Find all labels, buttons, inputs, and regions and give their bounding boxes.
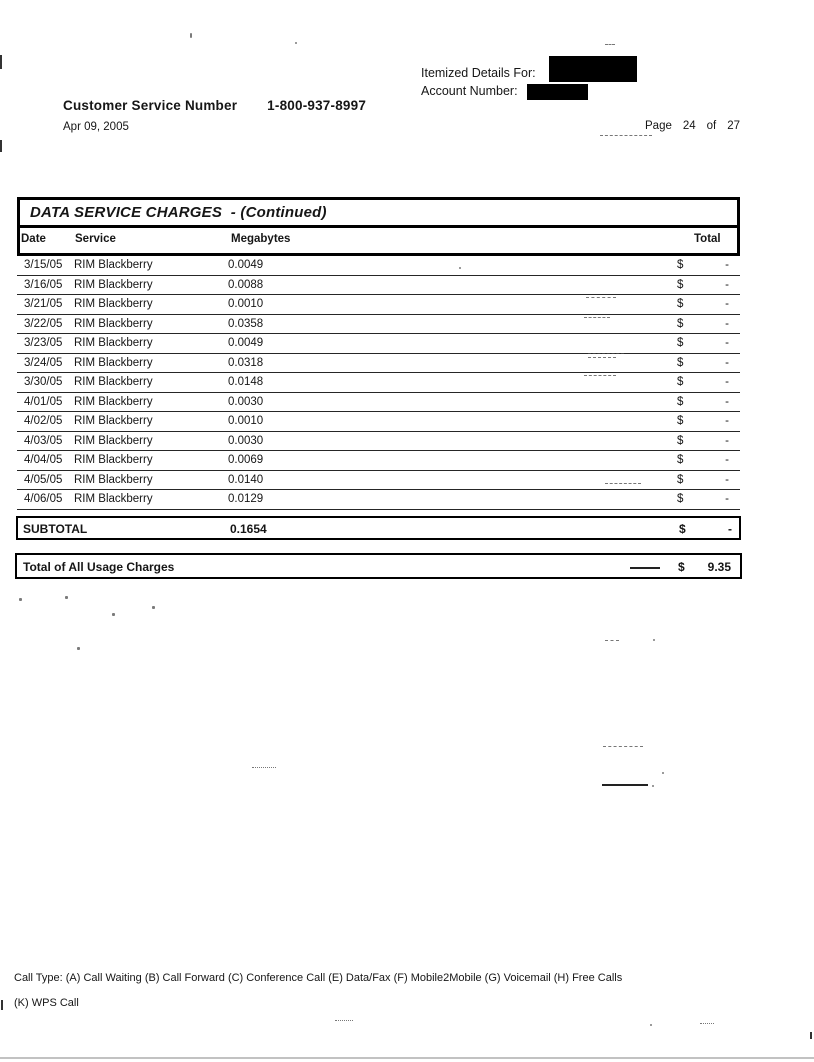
scan-artifact (65, 596, 68, 599)
scan-artifact (605, 44, 615, 45)
call-type-legend: Call Type: (A) Call Waiting (B) Call Forward (C) Conference Call (E) Data/Fax (F) Mobile2Mobile (G) Voicemail (H) Free Calls (14, 972, 623, 984)
scan-artifact (252, 767, 276, 768)
currency-symbol: $ (677, 395, 684, 408)
currency-symbol: $ (677, 278, 684, 291)
table-row (17, 276, 740, 296)
scan-artifact (335, 1020, 353, 1021)
scan-artifact (700, 1023, 714, 1024)
account-number-label: Account Number: (421, 84, 518, 98)
cell-date: 4/04/05 (24, 454, 63, 466)
grand-total-amount: 9.35 (707, 560, 731, 574)
cell-service: RIM Blackberry (74, 493, 153, 505)
currency-symbol: $ (677, 298, 684, 310)
scan-artifact (77, 647, 80, 650)
scan-artifact (603, 746, 643, 747)
column-header-date: Date (21, 233, 46, 245)
scan-artifact (810, 1032, 812, 1039)
grand-total-label: Total of All Usage Charges (23, 560, 175, 574)
cell-megabytes: 0.0030 (228, 395, 264, 408)
currency-symbol: $ (677, 493, 684, 505)
scan-artifact (0, 1057, 814, 1059)
customer-service-number: 1-800-937-8997 (267, 98, 367, 113)
scan-artifact (653, 639, 655, 641)
table-title: DATA SERVICE CHARGES - (Continued) (20, 200, 737, 228)
cell-megabytes: 0.0049 (228, 337, 264, 349)
cell-total: - (725, 434, 729, 447)
table-row (17, 471, 740, 491)
scan-artifact (19, 598, 22, 601)
scan-artifact (605, 640, 619, 641)
table-row (17, 393, 740, 413)
scan-artifact (112, 613, 115, 616)
scan-artifact (190, 33, 192, 38)
cell-total: - (725, 454, 729, 466)
customer-service-label: Customer Service Number (63, 98, 238, 113)
cell-total: - (725, 337, 729, 349)
currency-symbol: $ (677, 473, 684, 486)
cell-total: - (725, 356, 729, 369)
currency-symbol: $ (677, 415, 684, 427)
cell-megabytes: 0.0140 (228, 473, 264, 486)
cell-date: 3/21/05 (24, 298, 63, 310)
scan-artifact (650, 1024, 652, 1026)
cell-service: RIM Blackberry (74, 278, 153, 291)
cell-date: 3/24/05 (24, 356, 63, 369)
scan-artifact (0, 55, 2, 69)
cell-date: 3/16/05 (24, 278, 63, 291)
currency-symbol: $ (677, 356, 684, 369)
cell-megabytes: 0.0148 (228, 376, 264, 388)
table-body (17, 256, 740, 510)
cell-service: RIM Blackberry (74, 356, 153, 369)
currency-symbol: $ (677, 376, 684, 388)
redaction-box-name (549, 56, 637, 82)
cell-service: RIM Blackberry (74, 415, 153, 427)
table-row (17, 354, 740, 374)
cell-date: 4/02/05 (24, 415, 63, 427)
table-row (17, 490, 740, 510)
table-row (17, 451, 740, 471)
cell-total: - (725, 317, 729, 330)
cell-service: RIM Blackberry (74, 454, 153, 466)
cell-megabytes: 0.0129 (228, 493, 264, 505)
cell-service: RIM Blackberry (74, 317, 153, 330)
cell-service: RIM Blackberry (74, 259, 153, 271)
scan-artifact (600, 135, 652, 136)
currency-symbol: $ (677, 337, 684, 349)
scan-artifact (0, 140, 2, 152)
currency-symbol: $ (677, 434, 684, 447)
itemized-details-label: Itemized Details For: (421, 66, 536, 80)
scan-artifact (295, 42, 297, 44)
cell-service: RIM Blackberry (74, 298, 153, 310)
page-total: 27 (727, 120, 740, 132)
cell-megabytes: 0.0358 (228, 317, 264, 330)
redaction-box-account (527, 84, 588, 100)
page-indicator (645, 120, 740, 132)
subtotal-total: - (728, 522, 732, 536)
cell-total: - (725, 473, 729, 486)
table-row (17, 432, 740, 452)
cell-date: 4/03/05 (24, 434, 63, 447)
cell-megabytes: 0.0318 (228, 356, 264, 369)
cell-total: - (725, 278, 729, 291)
scan-artifact (1, 1000, 3, 1010)
scan-artifact (662, 772, 664, 774)
statement-date: Apr 09, 2005 (63, 121, 129, 133)
cell-service: RIM Blackberry (74, 434, 153, 447)
column-header-total: Total (694, 233, 721, 245)
currency-symbol: $ (677, 259, 684, 271)
column-header-megabytes: Megabytes (231, 233, 291, 245)
cell-service: RIM Blackberry (74, 473, 153, 486)
page-current: 24 (682, 120, 696, 132)
cell-total: - (725, 298, 729, 310)
table-row (17, 412, 740, 432)
cell-service: RIM Blackberry (74, 395, 153, 408)
subtotal-row (16, 516, 741, 540)
table-column-headers (20, 228, 737, 253)
cell-service: RIM Blackberry (74, 376, 153, 388)
cell-megabytes: 0.0010 (228, 415, 264, 427)
table-row (17, 295, 740, 315)
column-header-service: Service (75, 233, 116, 245)
table-header-box (17, 197, 740, 256)
grand-total-row (15, 553, 742, 579)
table-row (17, 256, 740, 276)
cell-megabytes: 0.0049 (228, 259, 264, 271)
scan-artifact (152, 606, 155, 609)
cell-date: 3/22/05 (24, 317, 63, 330)
table-row (17, 334, 740, 354)
page-of-label: of (706, 120, 717, 132)
cell-total: - (725, 376, 729, 388)
cell-megabytes: 0.0010 (228, 298, 264, 310)
subtotal-megabytes: 0.1654 (230, 522, 267, 536)
wps-call-legend: (K) WPS Call (14, 997, 79, 1009)
cell-megabytes: 0.0069 (228, 454, 264, 466)
page-label: Page (645, 120, 672, 132)
currency-symbol: $ (677, 454, 684, 466)
cell-total: - (725, 395, 729, 408)
table-row (17, 315, 740, 335)
cell-megabytes: 0.0030 (228, 434, 264, 447)
cell-service: RIM Blackberry (74, 337, 153, 349)
scan-artifact (602, 784, 648, 786)
cell-total: - (725, 493, 729, 505)
table-row (17, 373, 740, 393)
cell-date: 4/05/05 (24, 473, 63, 486)
currency-symbol: $ (677, 317, 684, 330)
cell-date: 4/06/05 (24, 493, 63, 505)
cell-date: 4/01/05 (24, 395, 63, 408)
subtotal-label: SUBTOTAL (23, 522, 88, 536)
cell-date: 3/30/05 (24, 376, 63, 388)
cell-megabytes: 0.0088 (228, 278, 264, 291)
cell-total: - (725, 415, 729, 427)
cell-total: - (725, 259, 729, 271)
scan-artifact (652, 785, 654, 787)
currency-symbol: $ (678, 560, 685, 574)
cell-date: 3/15/05 (24, 259, 63, 271)
cell-date: 3/23/05 (24, 337, 63, 349)
currency-symbol: $ (679, 522, 686, 536)
customer-service-row (63, 98, 366, 113)
